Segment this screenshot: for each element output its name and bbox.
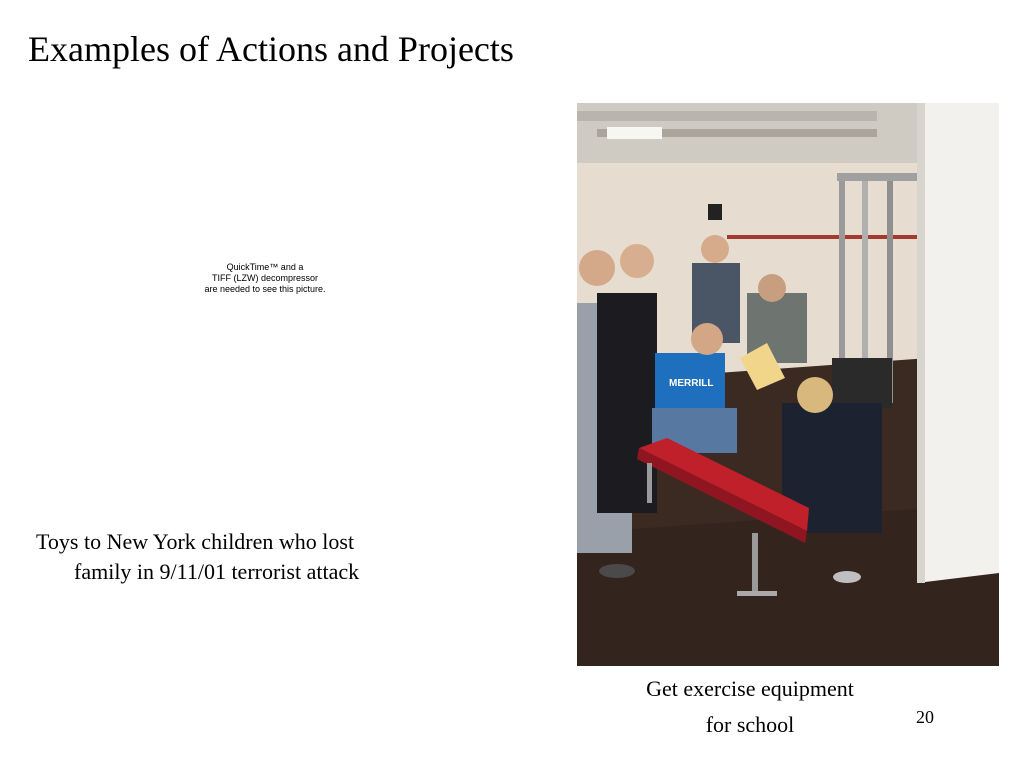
bench-leg	[752, 533, 758, 593]
slide-title: Examples of Actions and Projects	[28, 29, 514, 69]
qt-notice-line-2: TIFF (LZW) decompressor	[211, 273, 318, 283]
exercise-caption	[595, 671, 905, 743]
gym-photo-illustration	[577, 103, 999, 666]
page-number: 20	[916, 707, 934, 727]
toys-caption	[36, 527, 476, 587]
toys-caption-line-2: family in 9/11/01 terrorist attack	[74, 559, 360, 584]
qt-notice-line-3: are needed to see this picture.	[204, 284, 326, 294]
missing-picture-placeholder	[150, 262, 380, 295]
pillar	[917, 103, 999, 583]
exercise-caption-line-1: Get exercise equipment	[646, 676, 854, 701]
toys-caption-line-1: Toys to New York children who lost	[36, 529, 355, 554]
shirt-text: MERRILL	[669, 378, 714, 389]
wall-speaker	[708, 204, 722, 220]
gym-photo	[577, 103, 999, 666]
exercise-caption-line-2: for school	[705, 712, 795, 737]
qt-notice-line-1: QuickTime™ and a	[226, 262, 304, 272]
